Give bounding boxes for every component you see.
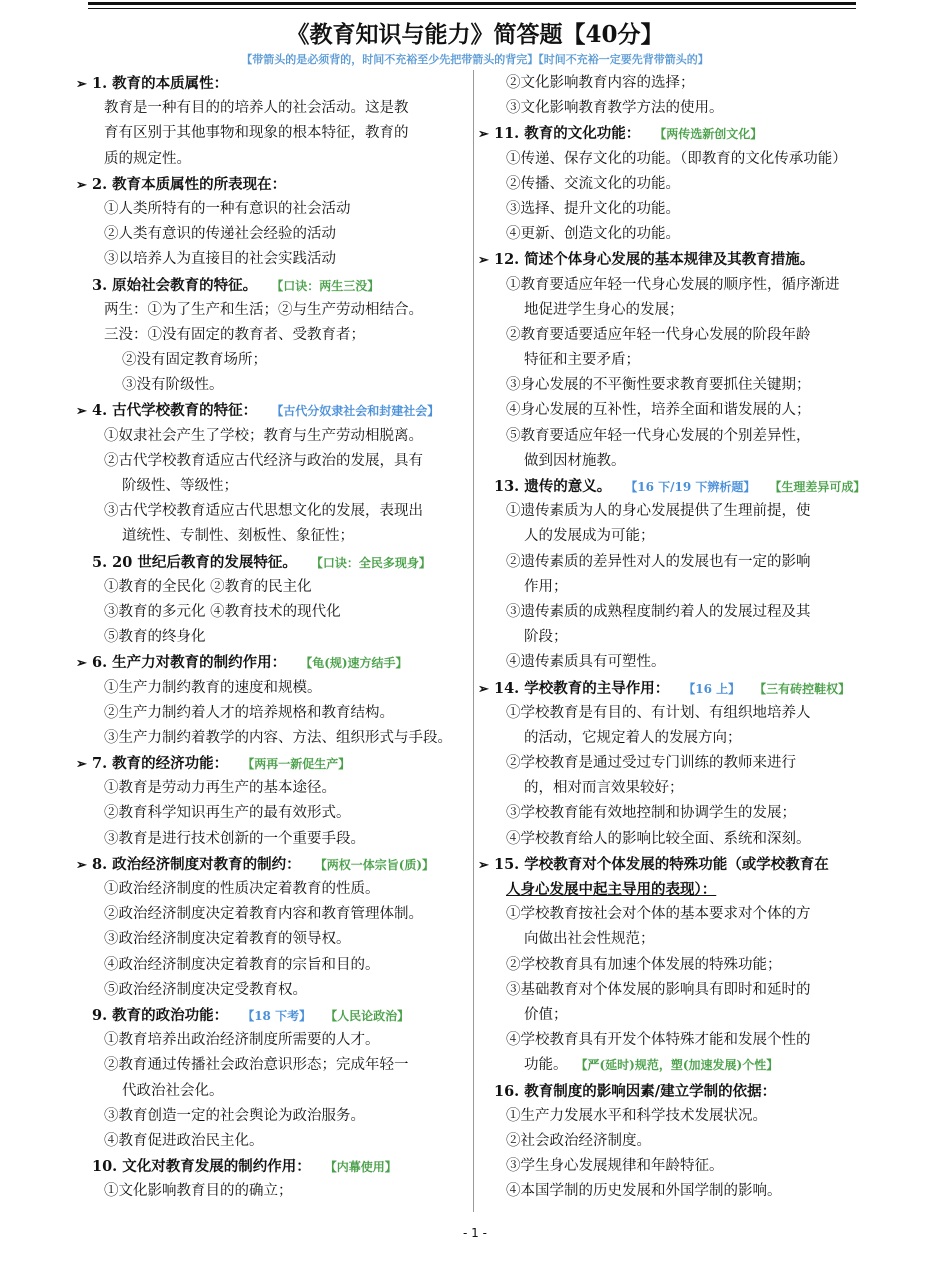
question-heading-continued	[478, 877, 898, 902]
answer-line	[76, 96, 471, 121]
answer-text: ②学校教育具有加速个体发展的特殊功能；	[506, 956, 782, 973]
answer-line	[478, 197, 898, 222]
answer-text: ②文化影响教育内容的选择；	[506, 75, 695, 91]
mnemonic-tag: 【龟(规)速方结手】	[300, 656, 408, 671]
arrow-bullet-icon: ➢	[478, 681, 489, 697]
answer-line	[478, 701, 898, 726]
answer-line	[478, 575, 898, 600]
arrow-bullet-icon: ➢	[76, 656, 87, 672]
answer-line	[76, 474, 471, 499]
answer-text: ③生产力制约着教学的内容、方法、组织形式与手段。	[104, 729, 452, 746]
answer-line	[478, 1129, 898, 1154]
arrow-bullet-icon: ➢	[478, 253, 489, 269]
answer-line	[478, 1053, 898, 1078]
answer-text: ④学校教育具有开发个体特殊才能和发展个性的	[506, 1032, 811, 1049]
answer-text: 三没：①没有固定的教育者、受教育者；	[104, 326, 365, 343]
answer-text: 功能。	[524, 1057, 568, 1074]
arrow-bullet-icon: ➢	[76, 404, 87, 420]
answer-text: ①学校教育按社会对个体的基本要求对个体的方	[506, 906, 811, 923]
answer-line	[478, 298, 898, 323]
answer-text: ①文化影响教育目的的确立；	[104, 1183, 293, 1200]
answer-text: ①遗传素质为人的身心发展提供了生理前提，使	[506, 503, 811, 520]
answer-line	[76, 147, 471, 172]
answer-text: ③遗传素质的成熟程度制约着人的发展过程及其	[506, 603, 811, 620]
answer-text: 价值；	[524, 1006, 568, 1023]
heading-text: 6. 生产力对教育的制约作用：	[92, 654, 287, 672]
answer-line	[478, 172, 898, 197]
answer-text: 的，相对而言效果较好；	[524, 780, 684, 797]
answer-line	[76, 247, 471, 272]
answer-text: ③选择、提升文化的功能。	[506, 200, 680, 217]
question-heading	[76, 852, 471, 877]
mnemonic-tag: 【18 下考】	[242, 1008, 312, 1023]
question-heading	[478, 1079, 898, 1104]
answer-text: 阶段；	[524, 629, 568, 646]
answer-text: ③古代学校教育适应古代思想文化的发展，表现出	[104, 503, 423, 520]
page-subtitle: 【带箭头的是必须背的，时间不充裕至少先把带箭头的背完】【时间不充裕一定要先背带箭头的】	[241, 53, 709, 66]
heading-text: 4. 古代学校教育的特征：	[92, 402, 258, 420]
answer-line	[76, 197, 471, 222]
answer-text: ③文化影响教育教学方法的使用。	[506, 100, 724, 117]
answer-line	[478, 978, 898, 1003]
answer-line	[76, 953, 471, 978]
answer-line	[478, 550, 898, 575]
answer-line	[76, 625, 471, 650]
answer-text: ②没有固定教育场所；	[122, 352, 267, 369]
heading-text: 16. 教育制度的影响因素/建立学制的依据：	[494, 1082, 777, 1100]
answer-text: ①奴隶社会产生了学校；教育与生产劳动相脱离。	[104, 427, 423, 444]
answer-text: ④更新、创造文化的功能。	[506, 226, 680, 243]
answer-line	[76, 801, 471, 826]
answer-line	[76, 298, 471, 323]
answer-line	[76, 701, 471, 726]
answer-line	[478, 273, 898, 298]
right-column	[478, 71, 898, 1204]
mnemonic-tag: 【三有砖控鞋权】	[754, 681, 851, 696]
answer-text: ②遗传素质的差异性对人的发展也有一定的影响	[506, 553, 811, 570]
arrow-bullet-icon: ➢	[76, 77, 87, 92]
answer-text: ①生产力发展水平和科学技术发展状况。	[506, 1107, 767, 1124]
answer-text: ①政治经济制度的性质决定着教育的性质。	[104, 881, 380, 897]
answer-line	[76, 978, 471, 1003]
answer-line	[76, 1179, 471, 1204]
answer-text: ①教育培养出政治经济制度所需要的人才。	[104, 1032, 380, 1049]
answer-text: ②政治经济制度决定着教育内容和教育管理体制。	[104, 906, 423, 923]
answer-line	[478, 71, 898, 96]
answer-text: ③学生身心发展规律和年龄特征。	[506, 1158, 724, 1175]
answer-text: ①教育的全民化 ②教育的民主化	[104, 578, 312, 595]
answer-text: ④学校教育给人的影响比较全面、系统和深刻。	[506, 830, 811, 847]
answer-text: ②人类有意识的传递社会经验的活动	[104, 226, 336, 243]
question-heading	[478, 247, 898, 272]
heading-text: 9. 教育的政治功能：	[92, 1006, 229, 1024]
heading-text: 12. 简述个体身心发展的基本规律及其教育措施。	[494, 251, 815, 269]
answer-text: ②教育通过传播社会政治意识形态；完成年轻一	[104, 1057, 409, 1074]
answer-line	[76, 1104, 471, 1129]
answer-line	[478, 96, 898, 121]
mnemonic-tag: 【口诀：两生三没】	[271, 278, 380, 293]
answer-line	[76, 1028, 471, 1053]
arrow-bullet-icon: ➢	[478, 127, 489, 143]
mnemonic-tag: 【内幕使用】	[324, 1160, 397, 1175]
answer-line	[478, 927, 898, 952]
answer-line	[478, 147, 898, 172]
answer-text: 教育是一种有目的的培养人的社会活动。这是教	[104, 100, 409, 117]
question-heading	[76, 71, 471, 96]
mnemonic-tag: 【古代分奴隶社会和封建社会】	[271, 404, 440, 419]
answer-text: ②古代学校教育适应古代经济与政治的发展，具有	[104, 452, 423, 469]
answer-line	[478, 751, 898, 776]
answer-text: 阶级性、等级性；	[122, 478, 238, 494]
answer-line	[76, 373, 471, 398]
answer-line	[478, 323, 898, 348]
mnemonic-tag: 【16 下/19 下辨析题】	[625, 480, 756, 494]
answer-line	[478, 348, 898, 373]
arrow-bullet-icon: ➢	[76, 177, 87, 193]
answer-text: ①生产力制约教育的速度和规模。	[104, 679, 322, 696]
answer-text: 育有区别于其他事物和现象的根本特征，教育的	[104, 125, 409, 142]
answer-line	[76, 121, 471, 146]
answer-text: ⑤教育要适应年轻一代身心发展的个别差异性，	[506, 427, 811, 444]
question-heading	[76, 172, 471, 197]
answer-text: ④身心发展的互补性，培养全面和谐发展的人；	[506, 402, 811, 419]
question-heading	[76, 550, 471, 575]
arrow-bullet-icon: ➢	[478, 857, 489, 873]
answer-text: ①人类所特有的一种有意识的社会活动	[104, 200, 351, 217]
mnemonic-tag: 【16 上】	[683, 681, 741, 696]
answer-text: ③基础教育对个体发展的影响具有即时和延时的	[506, 981, 811, 998]
answer-text: ③教育是进行技术创新的一个重要手段。	[104, 830, 365, 847]
question-heading	[478, 676, 898, 701]
answer-text: 代政治社会化。	[122, 1082, 224, 1099]
answer-line	[76, 676, 471, 701]
page-title: 《教育知识与能力》简答题【40分】	[286, 21, 664, 48]
answer-line	[478, 499, 898, 524]
answer-text: ①教育是劳动力再生产的基本途径。	[104, 780, 336, 797]
answer-line	[76, 524, 471, 549]
answer-line	[76, 877, 471, 902]
answer-line	[76, 222, 471, 247]
answer-line	[478, 1154, 898, 1179]
heading-text: 15. 学校教育对个体发展的特殊功能（或学校教育在	[494, 855, 829, 873]
answer-text: 人的发展成为可能；	[524, 528, 655, 545]
question-heading	[478, 852, 898, 877]
answer-line	[478, 726, 898, 751]
answer-text: 作用；	[524, 578, 568, 595]
heading-text: 7. 教育的经济功能：	[92, 755, 229, 773]
question-heading	[76, 1003, 471, 1028]
answer-line	[76, 600, 471, 625]
answer-line	[478, 424, 898, 449]
answer-text: 做到因材施教。	[524, 452, 626, 469]
question-heading	[76, 398, 471, 423]
answer-line	[478, 801, 898, 826]
mnemonic-tag: 【严(延时)规范，塑(加速发展)个性】	[581, 1058, 779, 1073]
question-heading	[76, 273, 471, 298]
heading-text: 8. 政治经济制度对教育的制约：	[92, 855, 301, 873]
left-column	[76, 71, 471, 1204]
answer-text: ②社会政治经济制度。	[506, 1132, 651, 1149]
answer-line	[478, 1028, 898, 1053]
question-heading	[76, 1154, 471, 1179]
answer-text: ①学校教育是有目的、有计划、有组织地培养人	[506, 704, 811, 721]
answer-text: 特征和主要矛盾；	[524, 352, 640, 369]
answer-line	[478, 650, 898, 675]
mnemonic-tag: 【两传选新创文化】	[654, 127, 763, 142]
answer-text: ④教育促进政治民主化。	[104, 1132, 264, 1149]
answer-text: 的活动，它规定着人的发展方向；	[524, 729, 742, 746]
answer-text: ③教育的多元化 ④教育技术的现代化	[104, 603, 341, 620]
answer-line	[76, 449, 471, 474]
answer-line	[478, 600, 898, 625]
answer-line	[478, 1003, 898, 1028]
answer-text: ③学校教育能有效地控制和协调学生的发展；	[506, 805, 796, 822]
mnemonic-tag: 【口诀：全民多现身】	[310, 555, 431, 570]
arrow-bullet-icon: ➢	[76, 757, 87, 773]
answer-line	[478, 222, 898, 247]
answer-line	[76, 348, 471, 373]
top-rule-thin	[88, 8, 856, 9]
answer-line	[478, 776, 898, 801]
mnemonic-tag: 【两权一体宗旨(质)】	[314, 857, 435, 872]
answer-text: 两生：①为了生产和生活；②与生产劳动相结合。	[104, 301, 423, 318]
answer-line	[478, 625, 898, 650]
heading-text: 人身心发展中起主导用的表现）：	[506, 881, 717, 898]
answer-line	[478, 953, 898, 978]
answer-line	[478, 827, 898, 852]
page-number: - 1 -	[463, 1226, 487, 1240]
answer-text: ③身心发展的不平衡性要求教育要抓住关键期；	[506, 377, 811, 394]
answer-text: ③政治经济制度决定着教育的领导权。	[104, 931, 351, 948]
question-heading	[76, 751, 471, 776]
answer-line	[76, 575, 471, 600]
heading-text: 2. 教育本质属性的所表现在：	[92, 175, 287, 193]
heading-text: 10. 文化对教育发展的制约作用：	[92, 1158, 311, 1176]
answer-text: ④遗传素质具有可塑性。	[506, 654, 666, 671]
answer-line	[478, 902, 898, 927]
answer-text: ③教育创造一定的社会舆论为政治服务。	[104, 1107, 365, 1124]
answer-line	[76, 927, 471, 952]
answer-text: 地促进学生身心的发展；	[524, 301, 684, 318]
answer-line	[478, 449, 898, 474]
answer-text: 质的规定性。	[104, 150, 191, 167]
answer-text: 道统性、专制性、刻板性、象征性；	[122, 528, 354, 545]
answer-line	[76, 1079, 471, 1104]
heading-text: 13. 遗传的意义。	[494, 478, 612, 495]
heading-text: 11. 教育的文化功能：	[494, 125, 641, 143]
answer-line	[76, 726, 471, 751]
mnemonic-tag: 【生理差异可成】	[769, 480, 866, 494]
answer-text: ③以培养人为直接目的社会实践活动	[104, 251, 336, 268]
question-heading	[478, 474, 898, 499]
answer-text: ③没有阶级性。	[122, 377, 224, 394]
answer-text: ④本国学制的历史发展和外国学制的影响。	[506, 1183, 782, 1200]
answer-text: ①传递、保存文化的功能。（即教育的文化传承功能）	[506, 150, 847, 167]
heading-text: 3. 原始社会教育的特征。	[92, 276, 258, 294]
answer-text: ②传播、交流文化的功能。	[506, 175, 680, 192]
heading-text: 5. 20 世纪后教育的发展特征。	[92, 553, 297, 571]
heading-text: 14. 学校教育的主导作用：	[494, 679, 670, 697]
heading-text: 1. 教育的本质属性：	[92, 75, 229, 92]
arrow-bullet-icon: ➢	[76, 857, 87, 873]
top-rule-thick	[88, 2, 856, 5]
answer-line	[76, 323, 471, 348]
mnemonic-tag: 【人民论政治】	[325, 1008, 410, 1023]
answer-text: ④政治经济制度决定着教育的宗旨和目的。	[104, 956, 380, 973]
answer-text: ①教育要适应年轻一代身心发展的顺序性，循序渐进	[506, 276, 840, 293]
answer-line	[76, 1129, 471, 1154]
question-heading	[76, 650, 471, 675]
answer-text: ⑤政治经济制度决定受教育权。	[104, 981, 307, 998]
column-divider	[473, 70, 474, 1212]
answer-text: 向做出社会性规范；	[524, 931, 655, 948]
answer-line	[76, 902, 471, 927]
answer-text: ②学校教育是通过受过专门训练的教师来进行	[506, 755, 796, 772]
answer-line	[478, 398, 898, 423]
answer-line	[76, 424, 471, 449]
answer-line	[478, 1179, 898, 1204]
answer-line	[478, 524, 898, 549]
answer-text: ②教育科学知识再生产的最有效形式。	[104, 805, 351, 822]
mnemonic-tag: 【两再一新促生产】	[242, 757, 351, 772]
question-heading	[478, 121, 898, 146]
answer-line	[478, 1104, 898, 1129]
answer-text: ②教育要适要适应年轻一代身心发展的阶段年龄	[506, 326, 811, 343]
answer-line	[76, 776, 471, 801]
answer-text: ⑤教育的终身化	[104, 629, 206, 646]
answer-line	[76, 1053, 471, 1078]
answer-text: ②生产力制约着人才的培养规格和教育结构。	[104, 704, 394, 721]
answer-line	[76, 827, 471, 852]
answer-line	[478, 373, 898, 398]
answer-line	[76, 499, 471, 524]
